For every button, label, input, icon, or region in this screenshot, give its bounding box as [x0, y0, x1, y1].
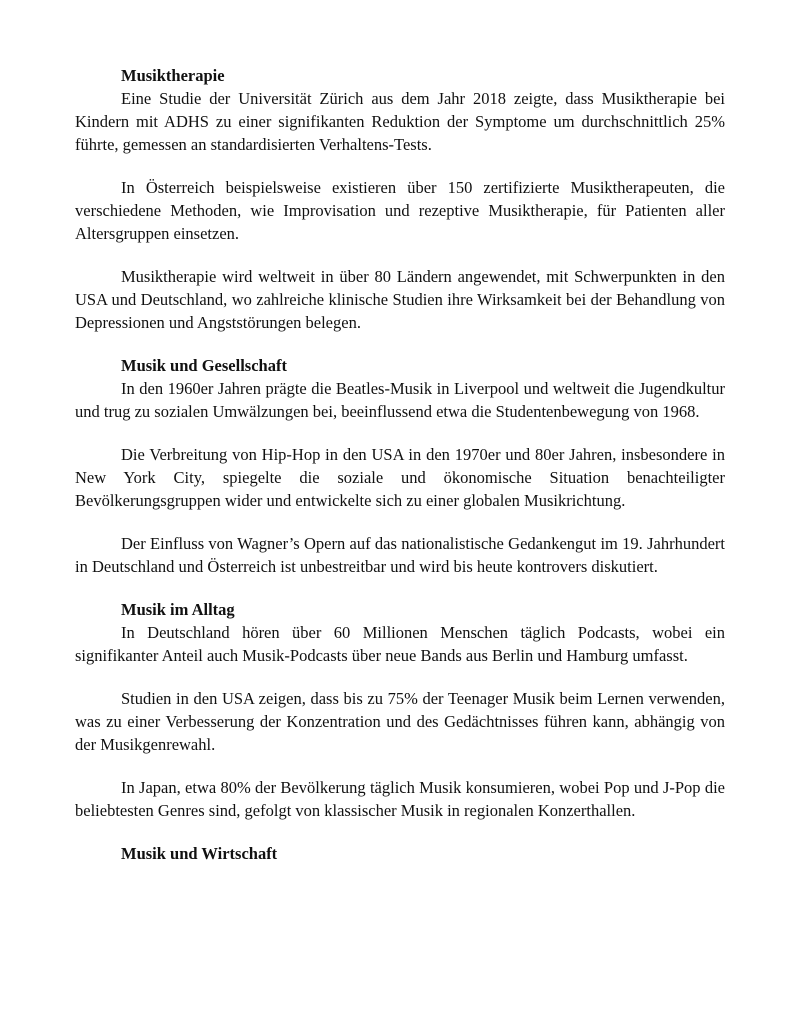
paragraph: Studien in den USA zeigen, dass bis zu 75% der Teenager Musik beim Lernen verwenden, was zu einer Verbesserung der Konzentration und des Gedächtnisses führen kann, abhängig von der Musikgenrewahl.: [75, 689, 725, 754]
paragraph: In Deutschland hören über 60 Millionen Menschen täglich Podcasts, wobei ein signifikanter Anteil auch Musik-Podcasts über neue Bands aus Berlin und Hamburg umfasst.: [75, 623, 725, 665]
section-musik-und-wirtschaft: [75, 842, 725, 865]
paragraph: Der Einfluss von Wagner’s Opern auf das nationalistische Gedankengut im 19. Jahrhundert in Deutschland und Österreich ist unbestreitbar und wird bis heute kontrovers diskutiert.: [75, 534, 725, 576]
section-musiktherapie: [75, 64, 725, 334]
section-musik-im-alltag: [75, 598, 725, 822]
paragraph: In den 1960er Jahren prägte die Beatles-Musik in Liverpool und weltweit die Jugendkultur und trug zu sozialen Umwälzungen bei, beeinflussend etwa die Studentenbewegung von 1968.: [75, 379, 725, 421]
section-heading: Musiktherapie: [121, 66, 225, 85]
section-heading: Musik und Gesellschaft: [121, 356, 287, 375]
paragraph: Die Verbreitung von Hip-Hop in den USA in den 1970er und 80er Jahren, insbesondere in New York City, spiegelte die soziale und ökonomische Situation benachteiligter Bevölkerungsgruppen wider und entwickelte sich zu einer globalen Musikrichtung.: [75, 445, 725, 510]
section-heading: Musik im Alltag: [121, 600, 235, 619]
document-page: [75, 64, 725, 865]
paragraph: In Japan, etwa 80% der Bevölkerung täglich Musik konsumieren, wobei Pop und J-Pop die beliebtesten Genres sind, gefolgt von klassischer Musik in regionalen Konzerthallen.: [75, 778, 725, 820]
paragraph: Eine Studie der Universität Zürich aus dem Jahr 2018 zeigte, dass Musiktherapie bei Kindern mit ADHS zu einer signifikanten Reduktion der Symptome um durchschnittlich 25% führte, gemessen an standardisierten Verhaltens-Tests.: [75, 89, 725, 154]
paragraph: In Österreich beispielsweise existieren über 150 zertifizierte Musiktherapeuten, die verschiedene Methoden, wie Improvisation und rezeptive Musiktherapie, für Patienten aller Altersgruppen einsetzen.: [75, 178, 725, 243]
paragraph: Musiktherapie wird weltweit in über 80 Ländern angewendet, mit Schwerpunkten in den USA und Deutschland, wo zahlreiche klinische Studien ihre Wirksamkeit bei der Behandlung von Depressionen und Angststörungen belegen.: [75, 267, 725, 332]
section-heading: Musik und Wirtschaft: [121, 844, 278, 863]
section-musik-und-gesellschaft: [75, 354, 725, 578]
